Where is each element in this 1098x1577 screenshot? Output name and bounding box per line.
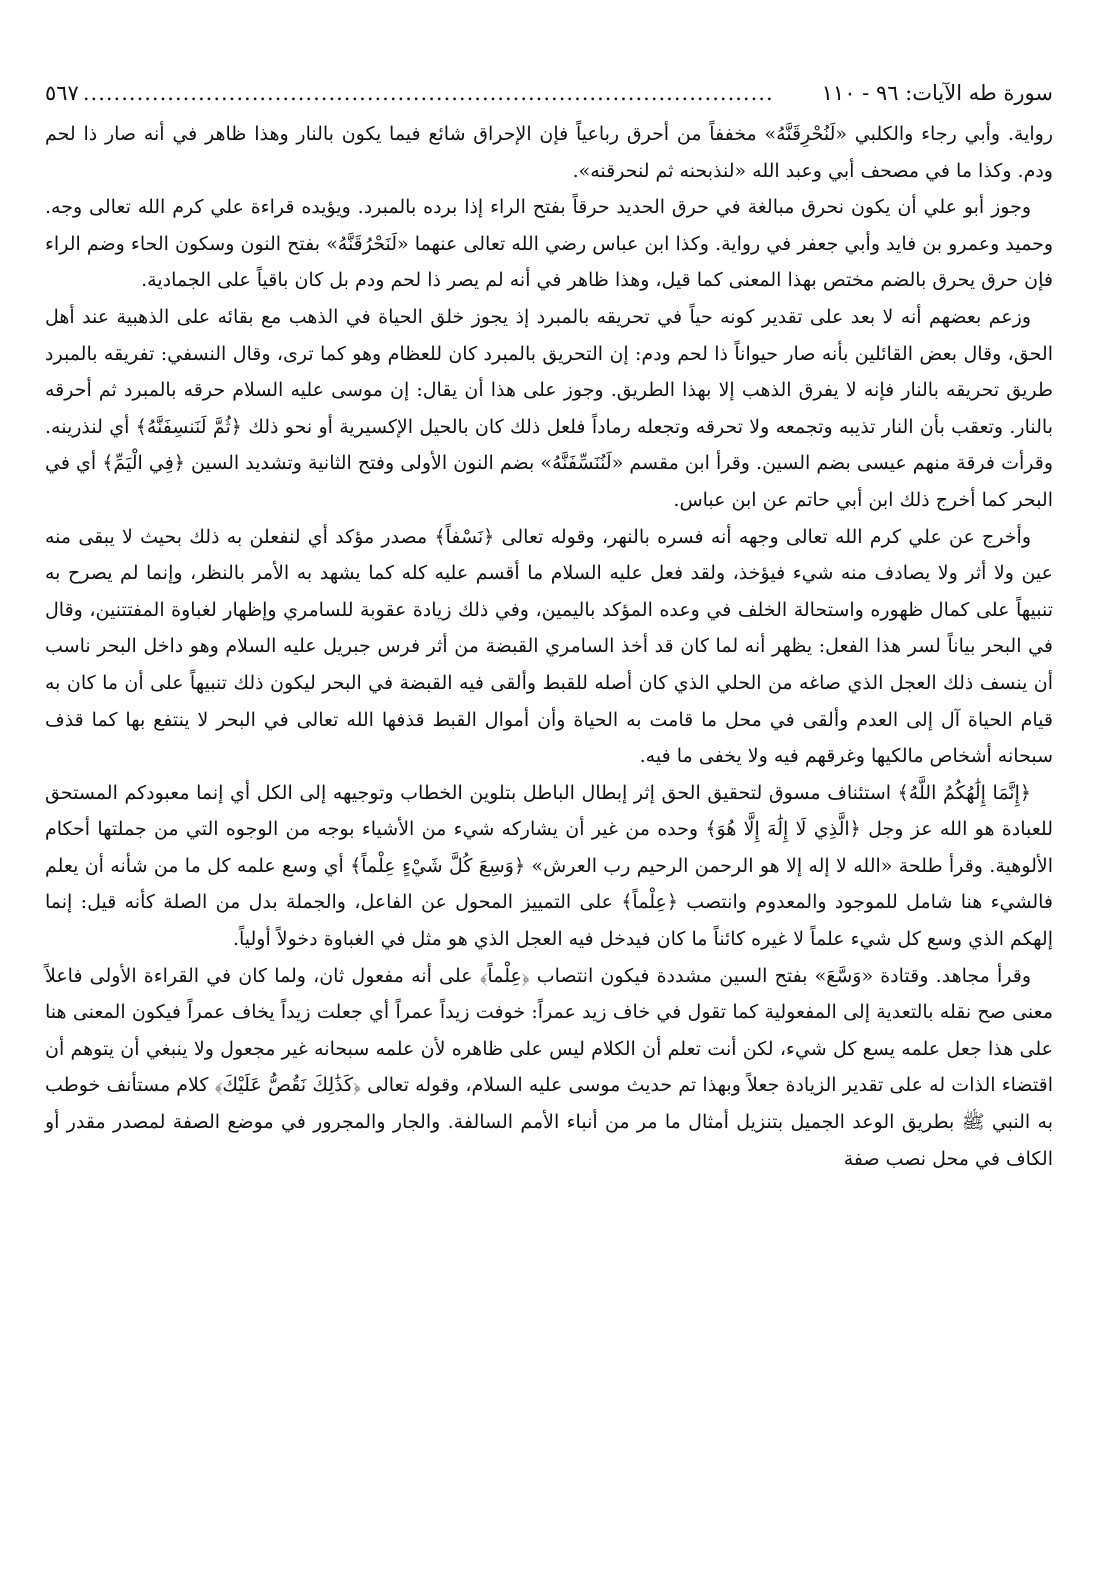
- paragraph-5: ﴿إِنَّمَا إِلَٰهُكُمُ اللَّهُ﴾ استئناف مسوق لتحقيق الحق إثر إبطال الباطل بتلوين الخطاب وتوجيهه إلى الكل أي إنما معبودكم المستحق للعبادة هو الله عز وجل ﴿الَّذِي لَا إِلَٰهَ إِلَّا هُوَ﴾ وحده من غير أن يشاركه شيء من الأشياء بوجه من الوجوه التي من جملتها أحكام الألوهية. وقرأ طلحة «الله لا إله إلا هو الرحمن الرحيم رب العرش» ﴿وَسِعَ كُلَّ شَيْءٍ عِلْماً﴾ أي وسع علمه كل ما من شأنه أن يعلم فالشيء هنا شامل للموجود والمعدوم وانتصب ﴿عِلْماً﴾ على التمييز المحول عن الفاعل، والجملة بدل من الصلة كأنه قيل: إنما إلهكم الذي وسع كل شيء علماً لا غيره كائناً ما كان فيدخل فيه العجل الذي هو مثل في الغباوة دخولاً أولياً.: [45, 781, 1053, 951]
- book-page: [45, 78, 1053, 1177]
- running-header: [45, 78, 1053, 112]
- leader-dots: ..........................................................................................: [82, 81, 774, 105]
- paragraph-2: وجوز أبو علي أن يكون نحرق مبالغة في حرق الحديد حرقاً بفتح الراء إذا برده بالمبرد. ويؤيده قراءة علي كرم الله تعالى وجه. وحميد وعمرو بن فايد وأبي جعفر في رواية. وكذا ابن عباس رضي الله تعالى عنهما «لَنَحْرُقَنَّهُ» بفتح النون وسكون الحاء وضم الراء فإن حرق يحرق بالضم مختص بهذا المعنى كما قيل، وهذا ظاهر في أنه لم يصر ذا لحم ودم بل كان باقياً على الجمادية.: [45, 196, 1053, 292]
- paragraph-3: وزعم بعضهم أنه لا بعد على تقدير كونه حياً في تحريقه بالمبرد إذ يجوز خلق الحياة في الذهب مع بقائه على الذهبية عند أهل الحق، وقال بعض القائلين بأنه صار حيواناً ذا لحم ودم: إن التحريق بالمبرد كان للعظام وهو كما ترى، وقال النسفي: تفريقه بالمبرد طريق تحريقه بالنار فإنه لا يفرق الذهب إلا بهذا الطريق. وجوز على هذا أن يقال: إن موسى عليه السلام حرقه بالمبرد ثم أحرقه بالنار. وتعقب بأن النار تذيبه وتجمعه ولا تحرقه وتجعله رماداً فلعل ذلك كان بالحيل الإكسيرية أو نحو ذلك ﴿ثُمَّ لَنَنسِفَنَّهُ﴾ أي لنذرينه. وقرأت فرقة منهم عيسى بضم السين. وقرأ ابن مقسم «لَنُنَسِّفَنَّهُ» بضم النون الأولى وفتح الثانية وتشديد السين ﴿فِي الْيَمِّ﴾ أي في البحر كما أخرج ذلك ابن أبي حاتم عن ابن عباس.: [45, 305, 1053, 511]
- commentary-body: [45, 116, 1053, 1177]
- paragraph-6: وقرأ مجاهد. وقتادة «وَسَّعَ» بفتح السين مشددة فيكون انتصاب ﴿عِلْماً﴾ على أنه مفعول ثان، ولما كان في القراءة الأولى فاعلاً معنى صح نقله بالتعدية إلى المفعولية كما تقول في خاف زيد عمراً: خوفت زيداً عمراً أي جعلت زيداً يخاف عمراً فيكون المعنى هنا على هذا جعل علمه يسع كل شيء، لكن أنت تعلم أن الكلام ليس على ظاهره لأن علمه سبحانه غير مجعول ولا ينبغي أن يتوهم أن اقتضاء الذات له على تقدير الزيادة جعلاً وبهذا تم حديث موسى عليه السلام، وقوله تعالى ﴿كَذَٰلِكَ نَقُصُّ عَلَيْكَ﴾ كلام مستأنف خوطب به النبي ﷺ بطريق الوعد الجميل بتنزيل أمثال ما مر من أنباء الأمم السالفة. والجار والمجرور في موضع الصفة لمصدر مقدر أو الكاف في محل نصب صفة: [45, 964, 1053, 1170]
- paragraph-1: رواية. وأبي رجاء والكلبي «لَنُحْرِقَنَّهُ» مخففاً من أحرق رباعياً فإن الإحراق شائع فيما يكون بالنار وهذا ظاهر في أنه صار ذا لحم ودم. وكذا ما في مصحف أبي وعبد الله «لنذبحنه ثم لنحرقنه».: [45, 123, 1053, 182]
- surah-title: سورة طه الآيات: ٩٦ - ١١٠: [821, 81, 1053, 105]
- page-number: ٥٦٧: [45, 81, 79, 105]
- paragraph-4: وأخرج عن علي كرم الله تعالى وجهه أنه فسره بالنهر، وقوله تعالى ﴿نَسْفاً﴾ مصدر مؤكد أي لنفعلن به ذلك بحيث لا يبقى منه عين ولا أثر ولا يصادف منه شيء فيؤخذ، ولقد فعل عليه السلام ما أقسم عليه كله كما يشهد به الأمر بالنظر، وإنما لم يصرح به تنبيهاً على كمال ظهوره واستحالة الخلف في وعده المؤكد باليمين، وفي ذلك زيادة عقوبة للسامري وإظهار لغباوة المفتتنين، وقال في البحر بياناً لسر هذا الفعل: يظهر أنه لما كان قد أخذ السامري القبضة من أثر فرس جبريل عليه السلام وهو داخل البحر ناسب أن ينسف ذلك العجل الذي صاغه من الحلي الذي كان أصله للقبط وألقى فيه القبضة في البحر ليكون ذلك تنبيهاً على أن ما كان به قيام الحياة آل إلى العدم وألقى في محل ما قامت به الحياة وأن أموال القبط قذفها الله تعالى في البحر لا ينتفع بها كما قذف سبحانه أشخاص مالكيها وغرقهم فيه ولا يخفى ما فيه.: [45, 525, 1053, 768]
